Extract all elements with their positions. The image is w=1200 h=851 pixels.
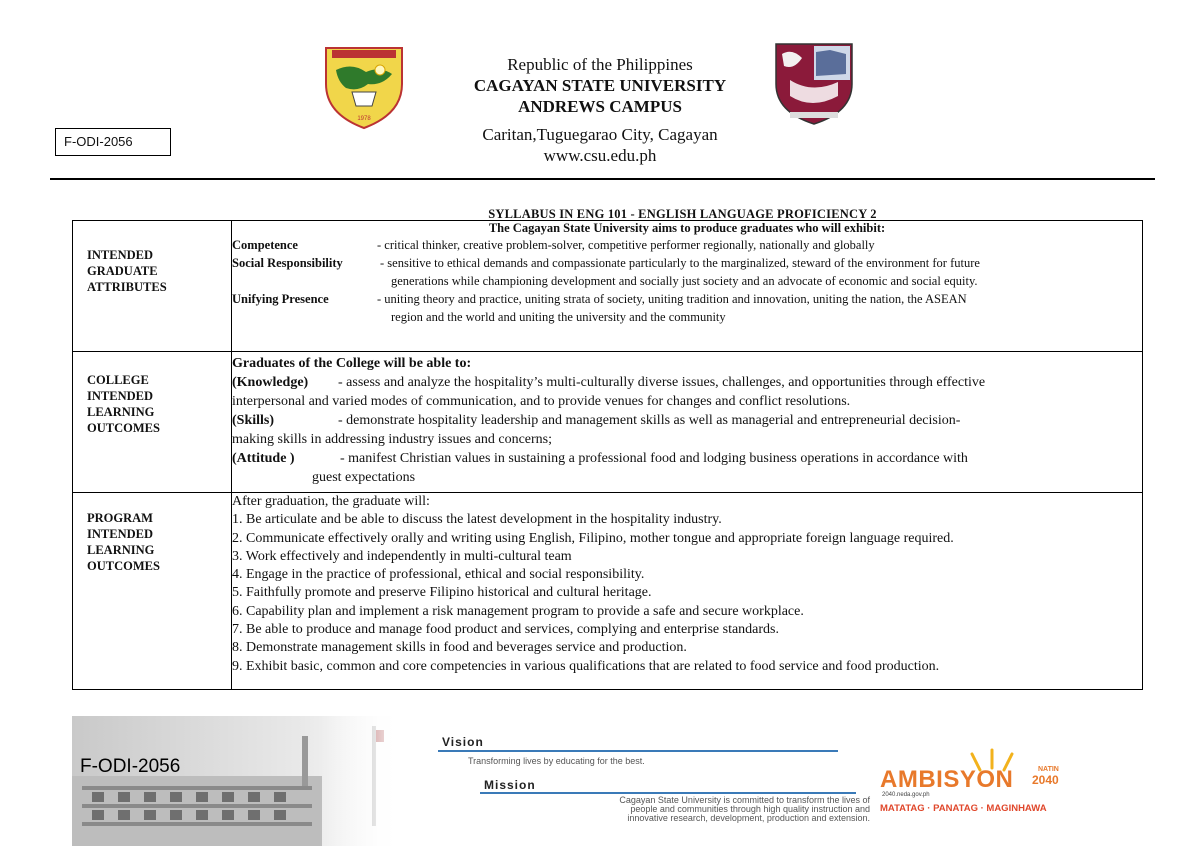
mission-line-2: people and communities through high quality instruction and xyxy=(630,804,870,814)
form-code-box: F-ODI-2056 xyxy=(55,128,171,156)
pilo-content xyxy=(232,493,1143,690)
campus-building-photo xyxy=(72,716,402,846)
vision-underline xyxy=(438,750,838,752)
mission-text xyxy=(490,796,870,823)
knowledge-text-1: - assess and analyze the hospitality’s multi-culturally diverse issues, challenges, and opportunities through effective xyxy=(338,375,986,390)
vision-text: Transforming lives by educating for the best. xyxy=(468,756,645,766)
knowledge-text-2: interpersonal and varied modes of communication, and to provide venues for changes and conflict resolutions. xyxy=(232,394,851,409)
mission-underline xyxy=(480,792,856,794)
cilo-attitude xyxy=(232,449,1142,468)
iga-unifying xyxy=(232,290,1142,308)
svg-text:1978: 1978 xyxy=(357,116,371,122)
skills-label: (Skills) xyxy=(232,413,275,428)
mission-line-3: innovative research, development, production and extension. xyxy=(627,813,870,823)
ambisyon-2040-logo xyxy=(880,748,1060,820)
unifying-text-2: region and the world and uniting the university and the community xyxy=(391,310,726,324)
knowledge-label: (Knowledge) xyxy=(232,375,309,390)
mission-line-1: Cagayan State University is committed to transform the lives of xyxy=(619,795,870,805)
syllabus-table xyxy=(72,220,1143,690)
list-item: 5. Faithfully promote and preserve Filipino historical and cultural heritage. xyxy=(232,585,652,601)
ambisyon-url: 2040.neda.gov.ph xyxy=(882,792,930,798)
mission-title: Mission xyxy=(484,778,536,792)
table-row-program-outcomes xyxy=(73,493,1143,690)
iga-content xyxy=(232,221,1143,352)
table-row-college-outcomes xyxy=(73,352,1143,493)
unifying-text-1: - uniting theory and practice, uniting strata of society, uniting tradition and innovation, uniting the nation, the ASEAN xyxy=(377,292,967,306)
vision-title: Vision xyxy=(442,735,484,749)
list-item: 2. Communicate effectively orally and writing using English, Filipino, mother tongue and appropriate foreign language required. xyxy=(232,530,954,546)
unifying-label: Unifying Presence xyxy=(232,292,329,306)
row-label-cilo xyxy=(73,352,232,493)
label-line: OUTCOMES xyxy=(87,421,160,435)
list-item: 3. Work effectively and independently in multi-cultural team xyxy=(232,548,572,564)
list-item: 8. Demonstrate management skills in food and beverages service and production. xyxy=(232,640,687,656)
label-line: INTENDED xyxy=(87,527,153,541)
list-item: 7. Be able to produce and manage food product and services, complying and enterprise standards. xyxy=(232,622,779,638)
ambisyon-year: 2040 xyxy=(1032,773,1059,787)
label-line: INTENDED xyxy=(87,389,153,403)
footer-form-code: F-ODI-2056 xyxy=(80,756,181,777)
table-row-graduate-attributes xyxy=(73,221,1143,352)
header-divider xyxy=(50,178,1155,180)
social-text-1: - sensitive to ethical demands and compassionate particularly to the marginalized, steward of the environment for future xyxy=(380,256,980,270)
attitude-text-1: - manifest Christian values in sustaining a professional food and lodging business operations in accordance with xyxy=(340,451,968,466)
attitude-label: (Attitude ) xyxy=(232,451,295,466)
label-line: ATTRIBUTES xyxy=(87,280,167,294)
competence-label: Competence xyxy=(232,238,298,252)
iga-social xyxy=(232,254,1142,272)
row-label-iga xyxy=(73,221,232,352)
cilo-knowledge xyxy=(232,373,1142,392)
row-label-pilo xyxy=(73,493,232,690)
ambisyon-tagline: MATATAG · PANATAG · MAGINHAWA xyxy=(880,803,1047,814)
header-website: www.csu.edu.ph xyxy=(543,146,657,165)
cilo-content xyxy=(232,352,1143,493)
attitude-text-2: guest expectations xyxy=(312,470,416,485)
label-line: PROGRAM xyxy=(87,511,153,525)
list-item: 4. Engage in the practice of professional, ethical and social responsibility. xyxy=(232,567,645,583)
list-item: 9. Exhibit basic, common and core competencies in various qualifications that are related to food service and food production. xyxy=(232,658,940,674)
label-line: COLLEGE xyxy=(87,373,149,387)
header-republic: Republic of the Philippines xyxy=(507,55,693,74)
iga-heading: The Cagayan State University aims to produce graduates who will exhibit: xyxy=(488,221,886,235)
iga-competence xyxy=(232,236,1142,254)
cilo-heading: Graduates of the College will be able to: xyxy=(232,356,472,371)
cilo-skills xyxy=(232,411,1142,430)
skills-text-1: - demonstrate hospitality leadership and management skills as well as managerial and entrepreneurial decision- xyxy=(338,413,961,428)
list-item: 6. Capability plan and implement a risk management program to provide a safe and secure workplace. xyxy=(232,603,804,619)
label-line: LEARNING xyxy=(87,405,155,419)
social-label: Social Responsibility xyxy=(232,256,343,270)
list-item: 1. Be articulate and be able to discuss the latest development in the hospitality industry. xyxy=(232,512,722,528)
ambisyon-natin: NATIN xyxy=(1038,766,1059,773)
social-text-2: generations while championing development and socially just society and an advocate of economic and social equity. xyxy=(391,274,978,288)
label-line: INTENDED xyxy=(87,248,153,262)
header-university: CAGAYAN STATE UNIVERSITY xyxy=(473,76,727,95)
label-line: GRADUATE xyxy=(87,264,158,278)
header-campus: ANDREWS CAMPUS xyxy=(518,97,682,116)
pilo-intro: After graduation, the graduate will: xyxy=(232,494,430,509)
competence-text: - critical thinker, creative problem-solver, competitive performer regionally, nationally and globally xyxy=(377,238,875,252)
header-address: Caritan,Tuguegarao City, Cagayan xyxy=(482,125,718,144)
syllabus-title: SYLLABUS IN ENG 101 - ENGLISH LANGUAGE PROFICIENCY 2 xyxy=(488,207,877,221)
label-line: OUTCOMES xyxy=(87,559,160,573)
label-line: LEARNING xyxy=(87,543,155,557)
ambisyon-wordmark: AMBISYON xyxy=(880,766,1014,793)
skills-text-2: making skills in addressing industry issues and concerns; xyxy=(232,432,553,447)
